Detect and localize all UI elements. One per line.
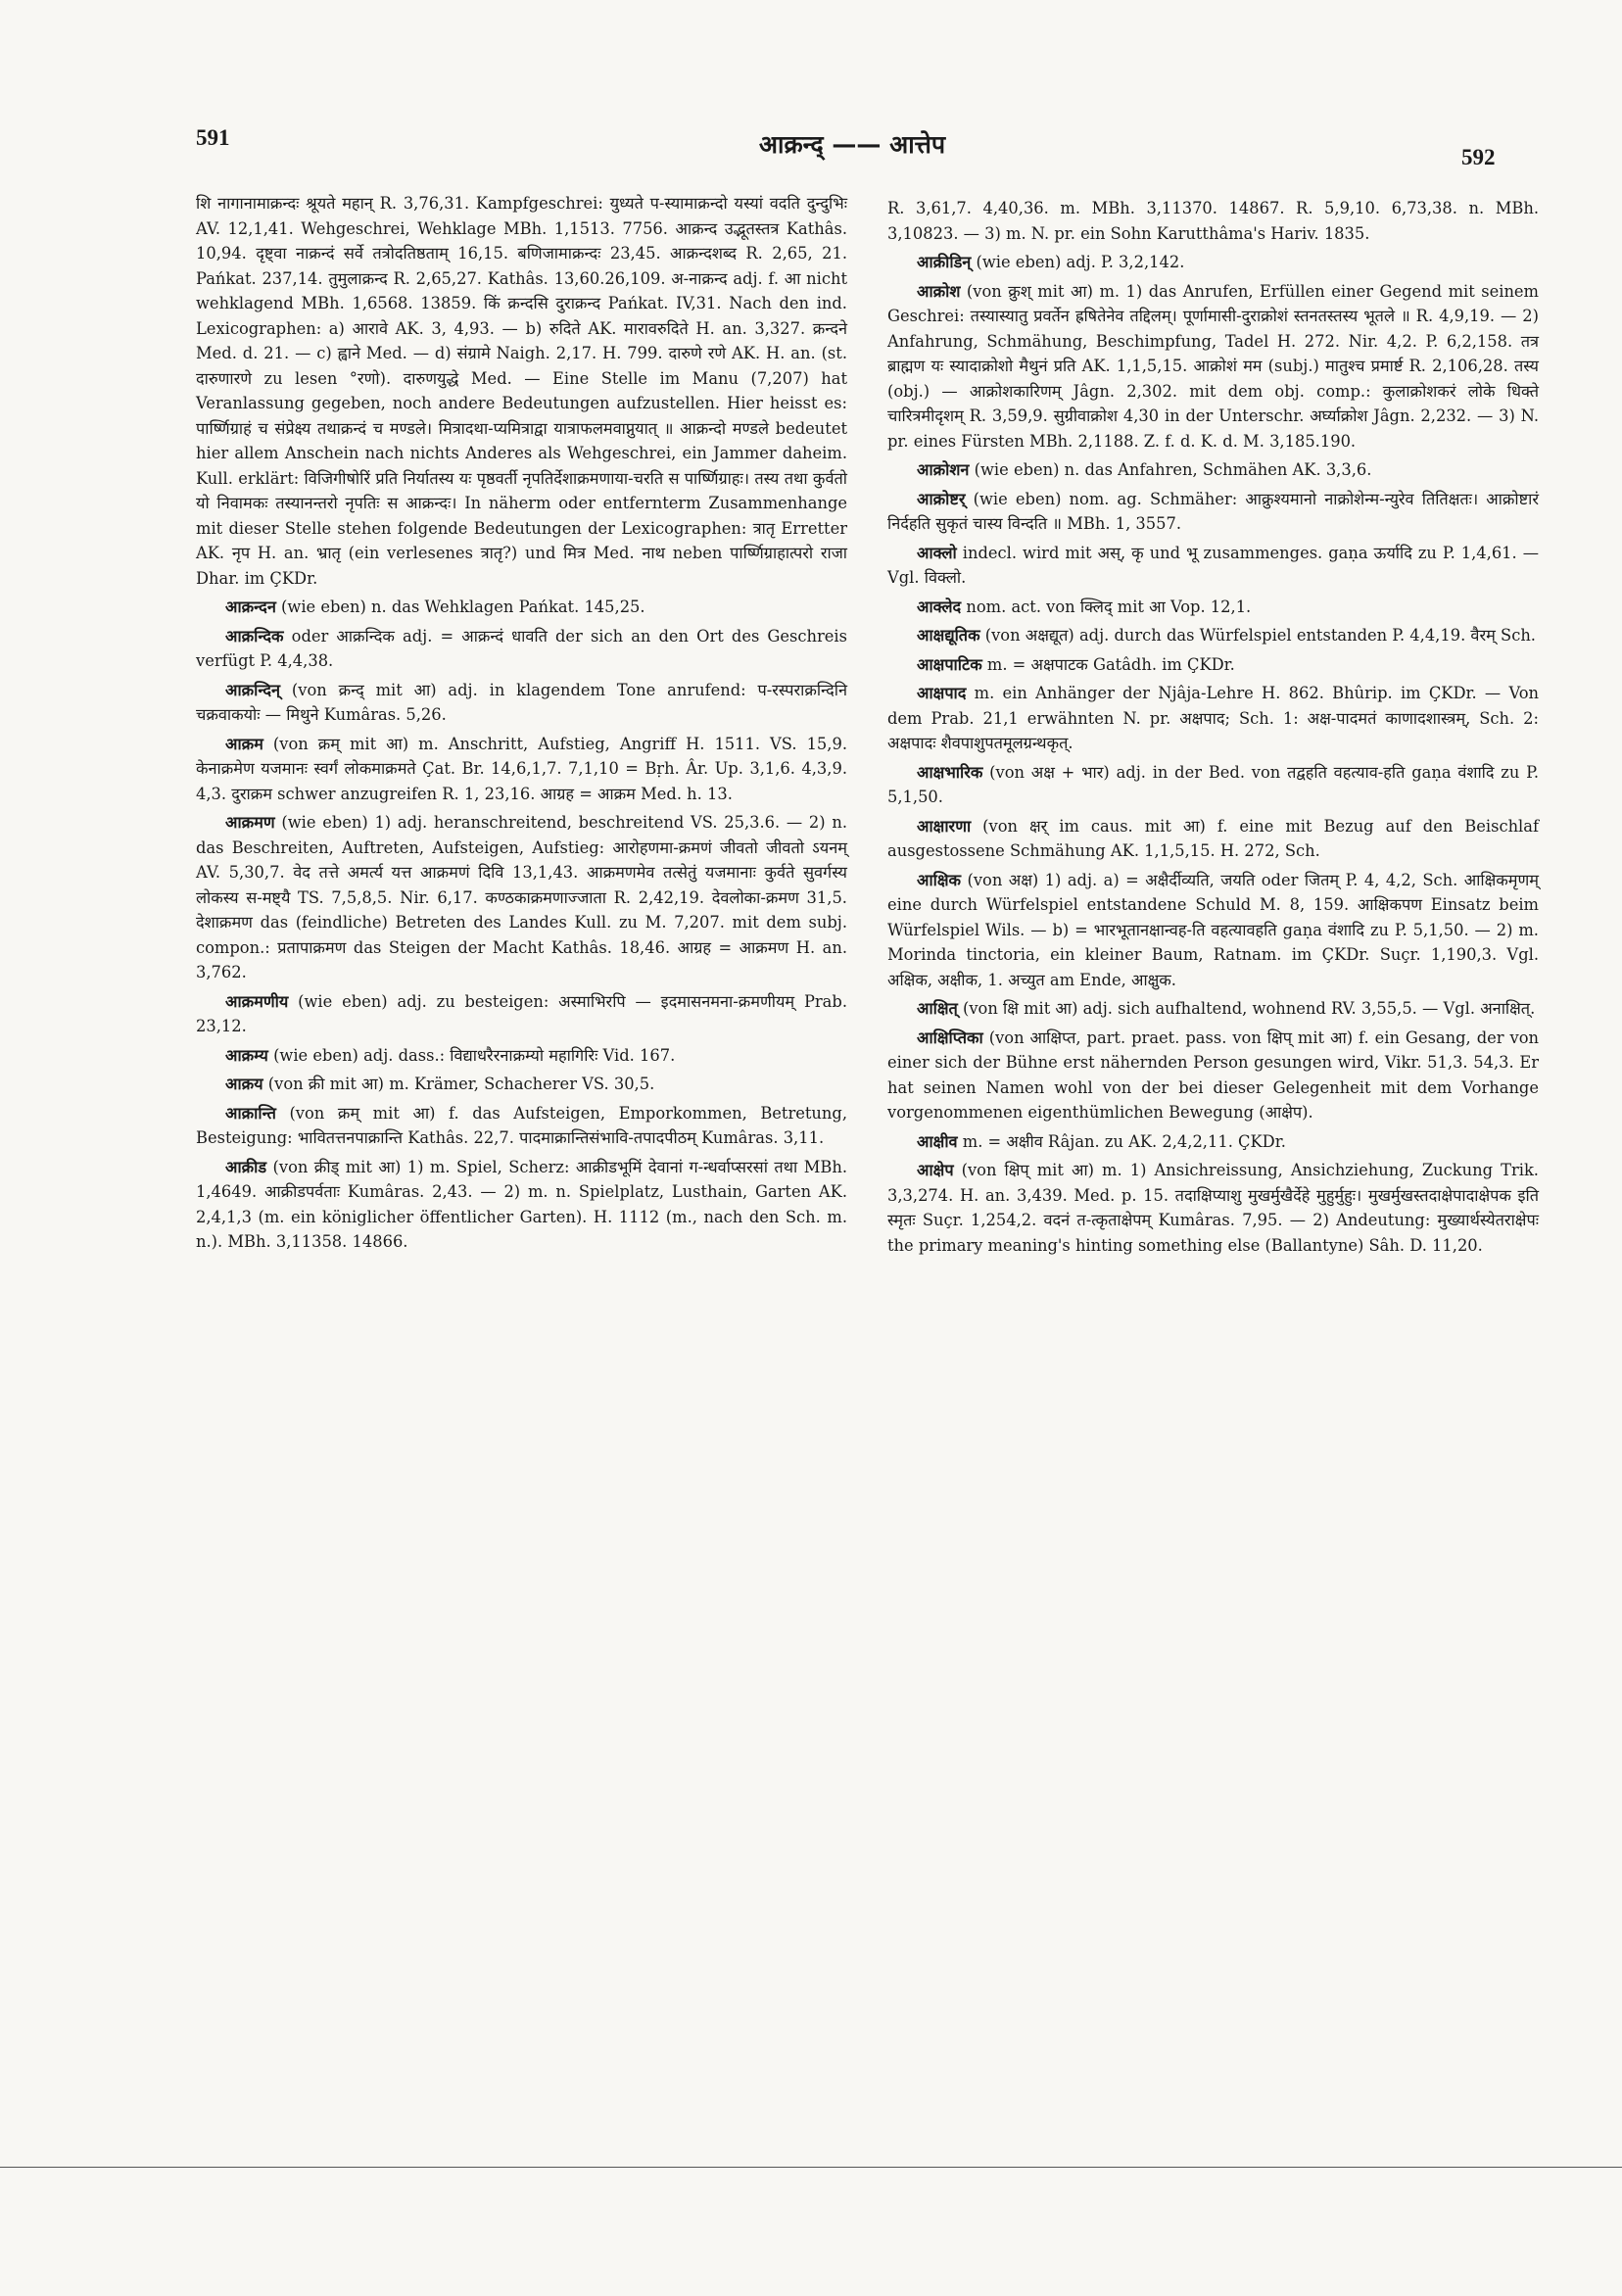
entry-headword: आक्षारणा xyxy=(917,816,972,836)
dictionary-entry xyxy=(196,678,847,728)
entry-text: (von आक्षिप्त, part. praet. pass. von क्षिप् mit आ) f. ein Gesang, der von einer sich der Bühne erst nähernden Person gesungen wird, Vikr. 51,3. 54,3. Er hat seinen Namen wohl von der bei dieser Gelegenheit mit dem Vorhange vorgenommenen eigenthümlichen Bewegung (आक्षेप). xyxy=(887,1028,1539,1122)
dictionary-entry xyxy=(887,250,1539,275)
entry-headword: आक्षपाद xyxy=(917,684,967,702)
entry-headword: आक्षिप्तिका xyxy=(917,1028,983,1047)
entry-headword: आक्रन्दन xyxy=(225,598,276,616)
bottom-rule xyxy=(0,2167,1622,2168)
entry-headword: आक्रमणीय xyxy=(225,991,289,1011)
dictionary-entry xyxy=(196,732,847,807)
entry-text: (von अक्ष + भार) adj. in der Bed. von तद्वहति वहत्याव-हति gaṇa वंशादि zu P. 5,1,50. xyxy=(887,762,1539,806)
entry-text: (von क्रम् mit आ) m. Anschritt, Aufstieg, Angriff H. 1511. VS. 15,9. केनाक्रमेण यजमानः स्वर्गं लोकमाक्रमते Çat. Br. 14,6,1,7. 7,1,10 = Bṛh. Âr. Up. 3,1,6. 4,3,9. 4,3. दुराक्रम schwer anzugreifen R. 1, 23,16. आग्रह = आक्रम Med. h. 13. xyxy=(196,734,847,803)
entry-text: (von क्षिप् mit आ) m. 1) Ansichreissung, Ansichziehung, Zuckung Trik. 3,3,274. H. an. 3,439. Med. p. 15. तदाक्षिप्याशु मुखर्मुखैर्देहे मुहुर्मुहुः। मुखर्मुखस्तदाक्षेपादाक्षेपक इति स्मृतः Suçr. 1,254,2. वदनं त-त्कृताक्षेपम् Kumâras. 7,95. — 2) Andeutung: मुख्यार्थस्येतराक्षेपः the primary meaning's hinting something else (Ballantyne) Sâh. D. 11,20. xyxy=(887,1161,1539,1255)
entry-text: R. 3,61,7. 4,40,36. m. MBh. 3,11370. 14867. R. 5,9,10. 6,73,38. n. MBh. 3,10823. — 3) m. N. pr. ein Sohn Karutthâma's Hariv. 1835. xyxy=(887,199,1539,243)
dictionary-entry xyxy=(887,681,1539,756)
dictionary-entry xyxy=(196,1043,847,1069)
entry-headword: आक्रान्ति xyxy=(225,1103,276,1123)
entry-headword: आक्रोश xyxy=(917,281,961,301)
dictionary-entry xyxy=(196,1072,847,1097)
dictionary-entry xyxy=(887,760,1539,810)
entry-headword: आक्रन्दिक xyxy=(225,626,284,646)
entry-text: (wie eben) nom. ag. Schmäher: आक्रुश्यमानो नाक्रोशेन्म-न्युरेव तितिक्षतः। आक्रोष्टारं निर्दहति सुकृतं चास्य विन्दति ॥ MBh. 1, 3557. xyxy=(887,489,1539,533)
entry-headword: आक्रन्दिन् xyxy=(225,680,281,699)
dictionary-entry xyxy=(887,196,1539,246)
entry-text: (von क्रुश् mit आ) m. 1) das Anrufen, Erfüllen einer Gegend mit seinem Geschrei: तस्यास्यातु प्रवर्तेन ह्रषितेनेव तद्दिलम्। पूर्णामासी-दुराक्रोशं स्तनतस्तस्य भूतले ॥ R. 4,9,19. — 2) Anfahrung, Schmähung, Beschimpfung, Tadel H. 272. Nir. 4,2. P. 6,2,158. तत्र ब्राह्मण यः स्यादाक्रोशो मैथुनं प्रति AK. 1,1,5,15. आक्रोशं मम (subj.) मातुश्च प्रमार्ष्ट R. 2,106,28. तस्य (obj.) — आक्रोशकारिणम् Jâgn. 2,302. mit dem obj. comp.: कुलाक्रोशकरं लोके धिक्ते चारित्रमीदृशम् R. 3,59,9. सुग्रीवाक्रोश 4,30 in der Unterschr. अर्घ्याक्रोश Jâgn. 2,232. — 3) N. pr. eines Fürsten MBh. 2,1188. Z. f. d. K. d. M. 3,185.190. xyxy=(887,281,1539,451)
dictionary-entry xyxy=(887,652,1539,678)
entry-headword: आक्षित् xyxy=(917,999,958,1018)
dictionary-entry xyxy=(196,1101,847,1151)
entry-text: (von क्षर् im caus. mit आ) f. eine mit Bezug auf den Beischlaf ausgestossene Schmähung AK. 1,1,5,15. H. 272, Sch. xyxy=(887,816,1539,860)
entry-text: (von क्रीड् mit आ) 1) m. Spiel, Scherz: आक्रीडभूमिं देवानां ग-न्धर्वाप्सरसां तथा MBh. 1,4649. आक्रीडपर्वताः Kumâras. 2,43. — 2) m. n. Spielplatz, Lusthain, Garten AK. 2,4,1,3 (m. ein königlicher öffentlicher Garten). H. 1112 (m., nach den Sch. m. n.). MBh. 3,11358. 14866. xyxy=(196,1157,847,1251)
entry-text: (von अक्षद्यूत) adj. durch das Würfelspiel entstanden P. 4,4,19. वैरम् Sch. xyxy=(979,626,1536,645)
entry-text: m. = अक्षपाटक Gatâdh. im ÇKDr. xyxy=(981,654,1235,674)
dictionary-entry xyxy=(887,1158,1539,1258)
left-column xyxy=(196,191,847,1259)
entry-text: (von क्री mit आ) m. Krämer, Schacherer VS. 30,5. xyxy=(262,1075,655,1093)
entry-headword: आक्लो xyxy=(917,543,957,562)
entry-text: (von क्रन्द् mit आ) adj. in klagendem Tone anrufend: प-रस्पराक्रन्दिनि चक्रवाकयोः — मिथुने Kumâras. 5,26. xyxy=(196,680,847,724)
entry-text: indecl. wird mit अस्, कृ und भू zusammenges. gaṇa ऊर्यादि zu P. 1,4,61. — Vgl. विक्लो. xyxy=(887,543,1539,587)
entry-headword: आक्षीव xyxy=(917,1131,958,1151)
running-head: आक्रन्द् —— आत्तेप xyxy=(758,130,946,159)
dictionary-entry xyxy=(196,595,847,620)
entry-headword: आक्रोशन xyxy=(917,460,970,479)
dictionary-entry xyxy=(196,1155,847,1255)
entry-headword: आक्षेप xyxy=(917,1161,954,1179)
entry-text: (wie eben) adj. zu besteigen: अस्माभिरपि — इदमासनमना-क्रमणीयम् Prab. 23,12. xyxy=(196,991,847,1035)
page-number-left: 591 xyxy=(196,125,230,150)
entry-text: (wie eben) 1) adj. heranschreitend, beschreitend VS. 25,3.6. — 2) n. das Beschreiten, Auftreten, Aufsteigen, Aufstieg: आरोहणमा-क्रमणं जीवतो जीवतो ऽयनम् AV. 5,30,7. वेद तत्ते अमर्त्य यत्त आक्रमणं दिवि 13,1,43. आक्रमणमेव तत्सेतुं यजमानाः कुर्वते सुवर्गस्य लोकस्य स-मष्ट्यै TS. 7,5,8,5. Nir. 6,17. कण्ठकाक्रमणाज्जाता R. 2,42,19. देवलोका-क्रमण 31,5. देशाक्रमण das (feindliche) Betreten des Landes Kull. zu M. 7,207. mit dem subj. compon.: प्रतापाक्रमण das Steigen der Macht Kathâs. 18,46. आग्रह = आक्रमण H. an. 3,762. xyxy=(196,813,847,981)
dictionary-entry xyxy=(887,868,1539,993)
entry-text: (wie eben) adj. P. 3,2,142. xyxy=(971,253,1185,271)
entry-headword: आक्षद्यूतिक xyxy=(917,626,980,645)
entry-headword: आक्षपाटिक xyxy=(917,654,982,674)
entry-headword: आक्रीडिन् xyxy=(917,253,972,271)
entry-headword: आक्रय xyxy=(225,1075,263,1093)
entry-text: (von क्रम् mit आ) f. das Aufsteigen, Emporkommen, Betretung, Besteigung: भावितत्तनपाक्रान्ति Kathâs. 22,7. पादमाक्रान्तिसंभावि-तपादपीठम् Kumâras. 3,11. xyxy=(196,1103,847,1147)
entry-text: (von क्षि mit आ) adj. sich aufhaltend, wohnend RV. 3,55,5. — Vgl. अनाक्षित्. xyxy=(957,999,1536,1018)
entry-headword: आक्षभारिक xyxy=(917,762,983,782)
entry-headword: आक्रमण xyxy=(225,813,275,832)
entry-headword: आक्लेद xyxy=(917,597,962,616)
entry-text: (von अक्ष) 1) adj. a) = अक्षैर्दीव्यति, जयति oder जितम् P. 4, 4,2, Sch. आक्षिकमृणम् eine durch Würfelspiel entstandene Schuld M. 8, 159. आक्षिकपण Einsatz beim Würfelspiel Wils. — b) = भारभूतानक्षान्वह-ति वहत्यावहति gaṇa वंशादि zu P. 5,1,50. — 2) m. Morinda tinctoria, ein kleiner Baum, Ratnam. im ÇKDr. Suçr. 1,190,3. Vgl. अक्षिक, अक्षीक, 1. अच्युत am Ende, आक्षुक. xyxy=(887,870,1539,989)
entry-text: nom. act. von क्लिद् mit आ Vop. 12,1. xyxy=(961,597,1252,616)
dictionary-entry xyxy=(887,279,1539,454)
entry-headword: आक्रोष्टर् xyxy=(917,489,966,508)
entry-text: m. = अक्षीव Râjan. zu AK. 2,4,2,11. ÇKDr. xyxy=(957,1131,1286,1151)
dictionary-entry xyxy=(196,191,847,591)
dictionary-entry xyxy=(887,1129,1539,1155)
page-number-right: 592 xyxy=(1461,145,1496,169)
dictionary-entry xyxy=(887,1026,1539,1125)
dictionary-entry xyxy=(196,810,847,985)
dictionary-entry xyxy=(196,989,847,1039)
entry-headword: आक्रम्य xyxy=(225,1045,268,1065)
entry-text: m. ein Anhänger der Njâja-Lehre H. 862. Bhûrip. im ÇKDr. — Von dem Prab. 21,1 erwähnten N. pr. अक्षपाद; Sch. 1: अक्ष-पादमतं काणादशास्त्रम्, Sch. 2: अक्षपादः शैवपाशुपतमूलग्रन्थकृत्. xyxy=(887,684,1539,752)
entry-text: (wie eben) n. das Wehklagen Pańkat. 145,25. xyxy=(275,598,645,616)
entry-text: (wie eben) n. das Anfahren, Schmähen AK. 3,3,6. xyxy=(969,460,1372,479)
entry-text: (wie eben) adj. dass.: विद्याधरैरनाक्रम्यो महागिरिः Vid. 167. xyxy=(267,1045,676,1065)
dictionary-entry xyxy=(887,457,1539,483)
entry-text: शि नागानामाक्रन्दः श्रूयते महान् R. 3,76,31. Kampfgeschrei: युध्यते प-स्यामाक्रन्दो यस्यां वदति दुन्दुभिः AV. 12,1,41. Wehgeschrei, Wehklage MBh. 1,1513. 7756. आक्रन्द उद्भूतस्तत्र Kathâs. 10,94. दृष्ट्वा नाक्रन्दं सर्वे तत्रोदतिष्ठताम् 16,15. बणिजामाक्रन्दः 23,45. आक्रन्दशब्द R. 2,65, 21. Pańkat. 237,14. तुमुलाक्रन्द R. 2,65,27. Kathâs. 13,60.26,109. अ-नाक्रन्द adj. f. आ nicht wehklagend MBh. 1,6568. 13859. किं क्रन्दसि दुराक्रन्द Pańkat. IV,31. Nach den ind. Lexicographen: a) आरावे AK. 3, 4,93. — b) रुदिते AK. मारावरुदिते H. an. 3,327. क्रन्दने Med. d. 21. — c) ह्वाने Med. — d) संग्रामे Naigh. 2,17. H. 799. दारुणे रणे AK. H. an. (st. दारुणारणे zu lesen °रणो). दारुणयुद्धे Med. — Eine Stelle im Manu (7,207) hat Veranlassung gegeben, noch andere Bedeutungen aufzustellen. Hier heisst es: पार्ष्णिग्राहं च संप्रेक्ष्य तथाक्रन्दं च मण्डले। मित्रादथा-प्यमित्राद्वा यात्राफलमवाप्नुयात् ॥ आक्रन्दो मण्डले bedeutet hier allem Anschein nach nichts Anderes als Wehgeschrei, ein Jammer daheim. Kull. erklärt: विजिगीषोरिं प्रति निर्यातस्य यः पृष्ठवर्ती नृपतिर्देशाक्रमणाया-चरति स पार्ष्णिग्राहः। तस्य तथा कुर्वतो यो निवामकः तस्यानन्तरो नृपतिः स आक्रन्दः। In näherm oder entfernterm Zusammenhange mit dieser Stelle stehen folgende Bedeutungen der Lexicographen: त्रातृ Erretter AK. नृप H. an. भ्रातृ (ein verlesenes त्रातृ?) und मित्र Med. नाथ neben पार्ष्णिग्राहात्परो राजा Dhar. im ÇKDr. xyxy=(196,194,847,588)
entry-text: oder आक्रन्दिक adj. = आक्रन्दं धावति der sich an den Ort des Geschreis verfügt P. 4,4,38. xyxy=(196,626,847,670)
dictionary-entry xyxy=(887,487,1539,537)
entry-headword: आक्षिक xyxy=(917,870,962,889)
dictionary-entry xyxy=(887,623,1539,648)
dictionary-entry xyxy=(887,814,1539,864)
entry-headword: आक्रीड xyxy=(225,1157,267,1176)
right-column xyxy=(887,196,1539,1262)
dictionary-entry xyxy=(887,996,1539,1022)
dictionary-entry xyxy=(887,541,1539,591)
dictionary-entry xyxy=(196,624,847,674)
entry-headword: आक्रम xyxy=(225,734,263,753)
dictionary-entry xyxy=(887,595,1539,620)
